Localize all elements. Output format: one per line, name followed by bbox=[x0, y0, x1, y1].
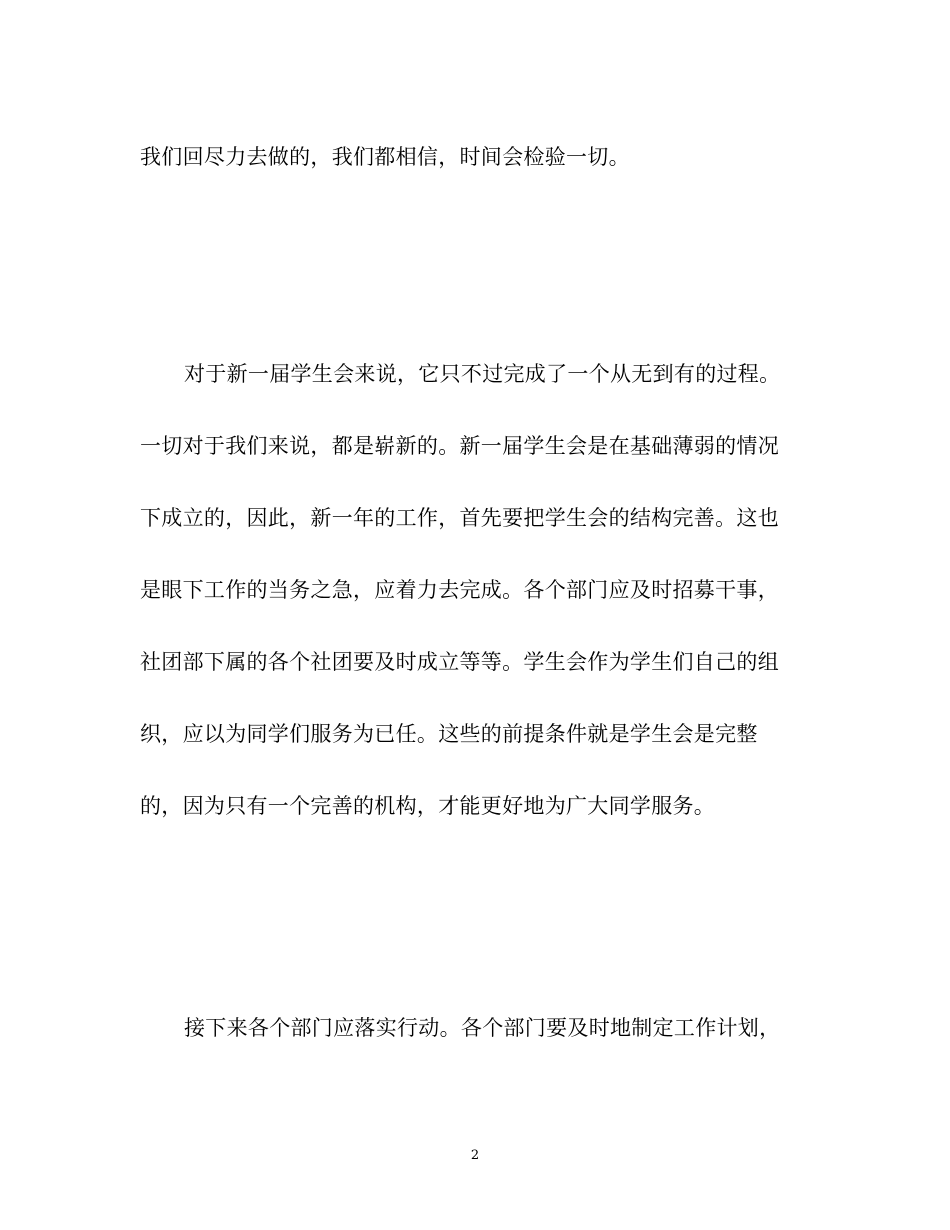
paragraph-2-line-6: 织，应以为同学们服务为已任。这些的前提条件就是学生会是完整 bbox=[140, 722, 758, 746]
paragraph-2-line-7: 的，因为只有一个完善的机构，才能更好地为广大同学服务。 bbox=[140, 794, 716, 818]
page-number: 2 bbox=[470, 1148, 480, 1163]
paragraph-2-line-5: 社团部下属的各个社团要及时成立等等。学生会作为学生们自己的组 bbox=[140, 650, 779, 674]
paragraph-1-line-1: 我们回尽力去做的，我们都相信，时间会检验一切。 bbox=[140, 145, 630, 169]
paragraph-2-line-2: 一切对于我们来说，都是崭新的。新一届学生会是在基础薄弱的情况 bbox=[140, 434, 779, 458]
paragraph-2-line-4: 是眼下工作的当务之急，应着力去完成。各个部门应及时招募干事， bbox=[140, 578, 779, 602]
paragraph-3-line-1: 接下来各个部门应落实行动。各个部门要及时地制定工作计划， bbox=[184, 1016, 781, 1040]
paragraph-2-line-1: 对于新一届学生会来说，它只不过完成了一个从无到有的过程。 bbox=[184, 362, 781, 386]
paragraph-2-line-3: 下成立的，因此，新一年的工作，首先要把学生会的结构完善。这也 bbox=[140, 506, 779, 530]
